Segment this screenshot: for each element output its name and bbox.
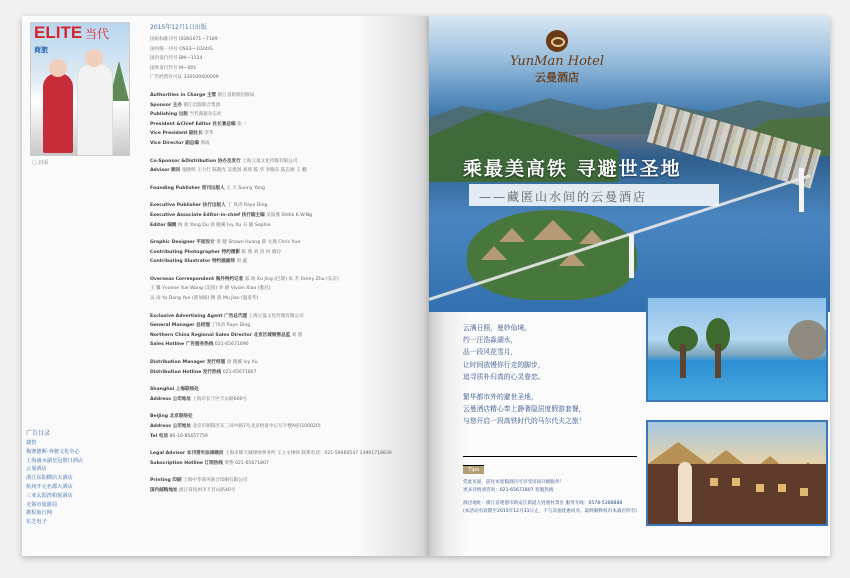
issn-line: 国外发行代号 M—001 [150,65,197,71]
staff-row [150,312,420,322]
issn-line: 国内发行代号 BM—1124 [150,56,203,62]
staff-role: Vice President 副社长 [150,131,203,137]
woman-figure [678,462,692,522]
staff-role: Subscription Hotline 订阅热线 [150,460,223,466]
staff-row [150,395,420,405]
statue [788,320,828,360]
staff-role: Exclusive Advertising Agent 广告总代理 [150,313,248,319]
staff-row [150,340,420,350]
group-gap [150,267,420,275]
staff-row [150,91,420,101]
staff-role: Authorities in Charge 主管 [150,92,217,98]
window [800,488,808,496]
window [756,484,764,492]
body-line: 云满日照，曼妙仙境。 [463,324,531,332]
tips-line: 凭此页面，前往本度假酒店可享受房间升级服务！ [463,480,565,485]
issn-block [150,35,420,83]
group-gap [150,350,420,358]
body-line: 繁华都市外的避世圣地， [463,393,538,402]
ad-index-item: 携程旅行网 [26,510,52,517]
tips-line: 更多详情请咨询：021-65671807 客服热线 [463,488,554,494]
staff-name: 徐 晓溪 Ivy Xu [226,360,258,366]
issn-line: 国际标准刊号 ISSN1671—7189 [150,37,218,42]
staff-name: 王 馨 Yvonne Yue Wang (美国) 李 晓 Vivian Xiao (悉尼) [150,286,271,292]
issn-line: 国内统一刊号 CN33—1024/G [150,46,213,52]
window [778,484,786,492]
window [732,478,740,486]
cover-person-red [43,73,73,153]
staff-role: General Manager 总经理 [150,323,210,329]
staff-row [150,129,420,139]
group-gap [150,496,420,504]
window [710,478,718,486]
staff-role: Distribution Hotline 发行热线 [150,369,222,375]
staff-row [150,201,420,211]
staff-row [150,110,420,120]
staff-name: 上海市长宁区天山路600号 [192,396,248,402]
staff-row [150,157,420,167]
ad-index-item: 杭州开元名都大酒店 [26,483,73,490]
body-line: 云曼酒店精心奉上静奢隐居度假游套餐， [463,405,586,414]
ad-index-list [26,439,83,527]
masthead [150,22,420,504]
ad-index-item: 无锡市旅游局 [26,501,58,508]
tree-trunk [680,344,686,378]
staff-row [150,139,420,149]
ad-index-item: 上海滴水湖皇冠假日酒店 [26,457,84,464]
staff-name: 浙江省新闻出版局 [217,92,255,98]
hotel-logo [497,30,617,85]
staff-name: 上海云曼文化传媒有限公司 [242,158,298,164]
hero-photo [429,16,830,312]
staff-role: Founding Publisher 创刊出版人 [150,185,225,191]
cover-thumbnail [30,22,130,156]
staff-role: Legal Advisor 本刊常年法律顾问 [150,451,224,457]
staff-row [150,184,420,194]
staff-role: Executive Publisher 执行出版人 [150,203,226,209]
staff-role: Publishing 出版 [150,112,188,118]
staff-row [150,238,420,248]
pool-photo [646,296,828,402]
thatched-roof [648,442,708,464]
staff-role: Tel 电话 [150,433,168,439]
staff-name: 021-65671807 [222,369,257,375]
staff-row [150,248,420,258]
staff-name: 郑 靖 Xu Jing (巴黎) 朱 芳 Fanny Zhu (东京) [244,276,339,282]
body-line: 约一汪浩淼湖水， [463,336,518,345]
staff-role: President &Chief Editor 社长兼总编 [150,121,236,127]
hotel-logo-mark [546,30,568,52]
staff-name: 北京市朝阳区东三环中路7号北京财富中心写字楼A座(100020) [192,424,321,429]
staff-role: BeiJing 北京联络处 [150,414,193,420]
staff-name: 刘 蕾 [291,332,303,338]
staff-role: Co-Sponsor &Distribution 协办及发行 [150,158,241,164]
staff-name: 吴雨燕 Stella K.W.Ng [266,212,313,218]
staff-row [150,257,420,267]
tips-badge: Tips [463,465,484,474]
ad-body-copy [463,322,585,436]
staff-role: Printing 印刷 [150,478,182,484]
body-line: 让时间放慢你行走的脚步， [463,360,545,369]
staff-role: 国内邮购地址 [150,487,178,493]
cover-person-white [77,63,113,156]
staff-name: 上海云曼文化传媒有限公司 [248,313,304,319]
staff-name: 上海市锦天城律师事务所 王立文律师 联系电话：021-59460547 13901718839 [225,451,392,457]
ad-index-item: 云曼酒店 [26,466,47,473]
staff-role: Distribution Manager 发行经理 [150,360,226,366]
ad-index-heading: 广告目录 [26,430,51,437]
staff-row [150,211,420,221]
staff-row [150,275,420,285]
staff-role: Contributing Photographer 特约摄影 [150,249,241,255]
staff-row [150,385,420,395]
staff-name: 86-10-85657759 [169,433,208,439]
group-gap [150,377,420,385]
staff-row [150,321,420,331]
ad-index [26,428,83,527]
staff-name: 杨 欢 Yang Qu 徐 晓溪 Ivy Xu 石 颖 Sophie [177,222,271,228]
subheadline: ——藏匿山水间的云曼酒店 [479,190,648,204]
staff-row [150,120,420,130]
staff-row [150,412,420,422]
staff-block [150,91,420,504]
group-gap [150,149,420,157]
staff-name: 周 鑫 [236,259,248,265]
body-line: 品一段风花雪月， [463,348,518,357]
body-line: 与您开启一段高铁时代的马尔代夫之旅！ [463,417,586,426]
bridge-pylon [629,234,634,278]
staff-row [150,101,420,111]
staff-name: 浙江省杭州市天目山路40号 [179,487,236,493]
staff-name: 陈 燕 刘 涛 何 晓玲 [241,249,281,255]
ad-index-item: 东芝电子 [26,519,47,526]
ad-index-item: 三亚太阳湾柏悦酒店 [26,492,73,499]
staff-role: Address 公司地址 [150,396,191,402]
ad-index-item: 梅赛德斯-奔驰文化中心 [26,448,80,455]
group-gap [150,404,420,412]
staff-role: Northern China Regional Sales Director 北京区域销售总监 [150,332,291,338]
staff-row [150,294,420,304]
staff-name: 张晓明 王力行 陈晓光 吴建国 刘琦 陈 华 李晓东 陆志刚 王 鹏 [181,168,307,174]
staff-role: Advisor 顾问 [150,168,181,174]
staff-row [150,476,420,486]
staff-role: Overseas Correspondent 海外特约记者 [150,276,244,282]
staff-name: 李华 [204,131,214,137]
staff-name: 丁风涛 Raye Ding [211,323,251,329]
tree-trunk [715,344,721,378]
staff-row [150,358,420,368]
paragraph-gap [463,383,585,391]
staff-role: Graphic Designer 平面设计 [150,240,215,246]
cover-logo: ELITE [34,23,83,42]
staff-row [150,368,420,378]
group-gap [150,230,420,238]
staff-name: 当代商旅杂志社 [189,112,222,118]
cover-caption: ▢ 封面 [32,160,49,166]
staff-name: 王 天 Sunny Yang [226,185,265,191]
issn-line: 广告经营许可证 330100400009 [150,75,219,81]
paragraph-gap [463,428,585,436]
cover-logo-cn: 当代 [85,27,110,41]
staff-role: Vice Director 副总编 [150,140,199,146]
hotel-logo-cn: 云曼酒店 [535,71,579,84]
staff-row [150,221,420,231]
staff-name: 张一 [237,121,247,127]
cover-person-head [85,49,103,67]
publish-date: 2015年12月1日出版 [150,24,207,31]
bridge-pylon [799,168,804,212]
staff-name: 上海中华商务联合印刷有限公司 [183,478,248,484]
tips-text [463,479,637,517]
staff-name: 黄 健 Shawn Huang 薛 文燕 Chris Xue [216,240,301,246]
villas-photo [646,420,828,526]
hotel-logo-en: YunMan Hotel [509,54,604,69]
staff-role: Executive Associate Editor-in-chief 执行副主编 [150,212,265,218]
staff-name: 021-65671690 [214,342,249,348]
staff-role: Sales Hotline 广告服务热线 [150,342,214,348]
staff-row [150,331,420,341]
staff-name: 吴 雨 Yu Dong Yun (新加坡) 穆 晨 Mu Jian (温哥华) [150,296,259,302]
group-gap [150,468,420,476]
staff-row [150,432,420,442]
cover-person-head [49,59,67,77]
headline: 乘最美高铁 寻避世圣地 [463,158,682,180]
group-gap [150,441,420,449]
cover-tag: 商旅 [34,46,48,54]
staff-name: 周成 [200,140,210,146]
tips-line: (本活动有效期至2015年12月31日止，不与其他优惠同享，最终解释权归本酒店所有) [463,509,637,515]
tips-box [463,456,637,517]
group-gap [150,304,420,312]
group-gap [150,193,420,201]
ad-index-item: 捷豹 [26,440,37,446]
left-page [22,16,429,556]
right-page [429,16,830,556]
staff-row [150,459,420,469]
body-line: 追寻质朴归真的心灵眷恋。 [463,372,545,381]
staff-role: Shanghai 上海联络处 [150,387,199,393]
group-gap [150,176,420,184]
ad-index-item: 浙江东阳横店大酒店 [26,475,73,482]
staff-name: 丁 风涛 Raye Ding [227,203,268,209]
staff-name: 浙江出版联合集团 [183,102,221,108]
tips-line: 酒店地址：浙江省建德市新安江街道九姓渔村景区 服务专线：0578-5388888 [463,500,623,506]
staff-role: Sponsor 主办 [150,102,182,108]
tips-rule [463,456,637,457]
staff-row [150,422,420,432]
staff-row [150,284,420,294]
staff-row [150,486,420,496]
staff-name: 零售 021-65671807 [224,460,269,466]
staff-row [150,449,420,459]
staff-row [150,166,420,176]
staff-role: Contributing Illustrator 特约插画师 [150,259,235,265]
staff-role: Editor 编辑 [150,222,177,228]
staff-role: Address 公司地址 [150,424,191,429]
